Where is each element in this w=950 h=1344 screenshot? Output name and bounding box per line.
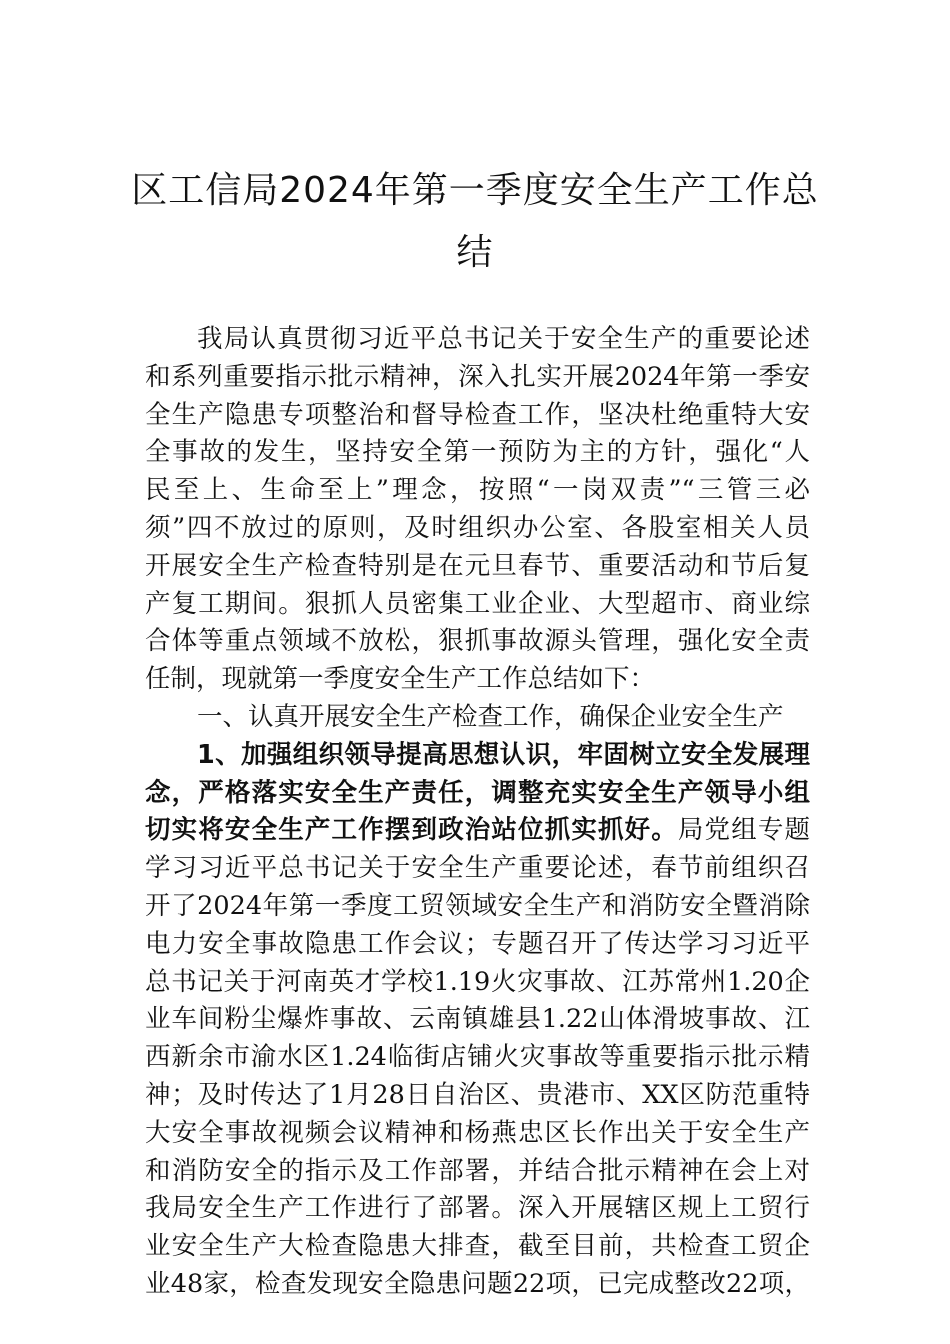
body-line: 西新余市渝水区1.24临街店铺火灾事故等重要指示批示精 (145, 1042, 810, 1073)
intro-line: 须”四不放过的原则，及时组织办公室、各股室相关人员 (145, 512, 810, 543)
body-line: 大安全事故视频会议精神和杨燕忠区长作出关于安全生产 (145, 1117, 810, 1148)
intro-line: 全事故的发生，坚持安全第一预防为主的方针，强化“人 (145, 437, 810, 468)
body-line: 业48家，检查发现安全隐患问题22项，已完成整改22项， (145, 1268, 810, 1299)
body-line: 和消防安全的指示及工作部署，并结合批示精神在会上对 (145, 1155, 810, 1186)
subheading-tail: 切实将安全生产工作摆到政治站位抓实抓好。 (145, 815, 678, 846)
document-body (145, 321, 810, 1304)
title-line-1: 区工信局2024年第一季度安全生产工作总 (131, 170, 819, 211)
intro-line: 开展安全生产检查特别是在元旦春节、重要活动和节后复 (145, 550, 810, 581)
intro-line: 合体等重点领域不放松，狠抓事故源头管理，强化安全责 (145, 626, 810, 657)
paragraph-start: 局党组专题 (677, 815, 810, 846)
body-line: 神；及时传达了1月28日自治区、贵港市、XX区防范重特 (145, 1079, 810, 1110)
subheading-line: 念，严格落实安全生产责任，调整充实安全生产领导小组 (145, 777, 810, 808)
body-line: 业安全生产大检查隐患大排查，截至目前，共检查工贸企 (145, 1231, 810, 1262)
intro-line: 民至上、生命至上”理念，按照“一岗双责”“三管三必 (145, 475, 810, 506)
body-line: 我局安全生产工作进行了部署。深入开展辖区规上工贸行 (145, 1193, 810, 1224)
intro-line: 任制，现就第一季度安全生产工作总结如下： (145, 664, 656, 695)
document-title (120, 160, 830, 284)
mixed-line (145, 812, 810, 850)
intro-line: 全生产隐患专项整治和督导检查工作，坚决杜绝重特大安 (145, 399, 810, 430)
body-line: 学习习近平总书记关于安全生产重要论述，春节前组织召 (145, 853, 810, 884)
body-line: 总书记关于河南英才学校1.19火灾事故、江苏常州1.20企 (145, 966, 810, 997)
subheading-line: 1、加强组织领导提高思想认识，牢固树立安全发展理 (197, 739, 810, 770)
body-line: 开了2024年第一季度工贸领域安全生产和消防安全暨消除 (145, 890, 810, 921)
intro-line: 产复工期间。狠抓人员密集工业企业、大型超市、商业综 (145, 588, 810, 619)
intro-line: 和系列重要指示批示精神，深入扎实开展2024年第一季安 (145, 361, 810, 392)
section-heading: 一、认真开展安全生产检查工作，确保企业安全生产 (197, 701, 784, 732)
body-line: 电力安全事故隐患工作会议；专题召开了传达学习习近平 (145, 928, 810, 959)
body-line: 业车间粉尘爆炸事故、云南镇雄县1.22山体滑坡事故、江 (145, 1004, 810, 1035)
title-line-2: 结 (456, 232, 494, 273)
intro-line: 我局认真贯彻习近平总书记关于安全生产的重要论述 (197, 324, 810, 354)
